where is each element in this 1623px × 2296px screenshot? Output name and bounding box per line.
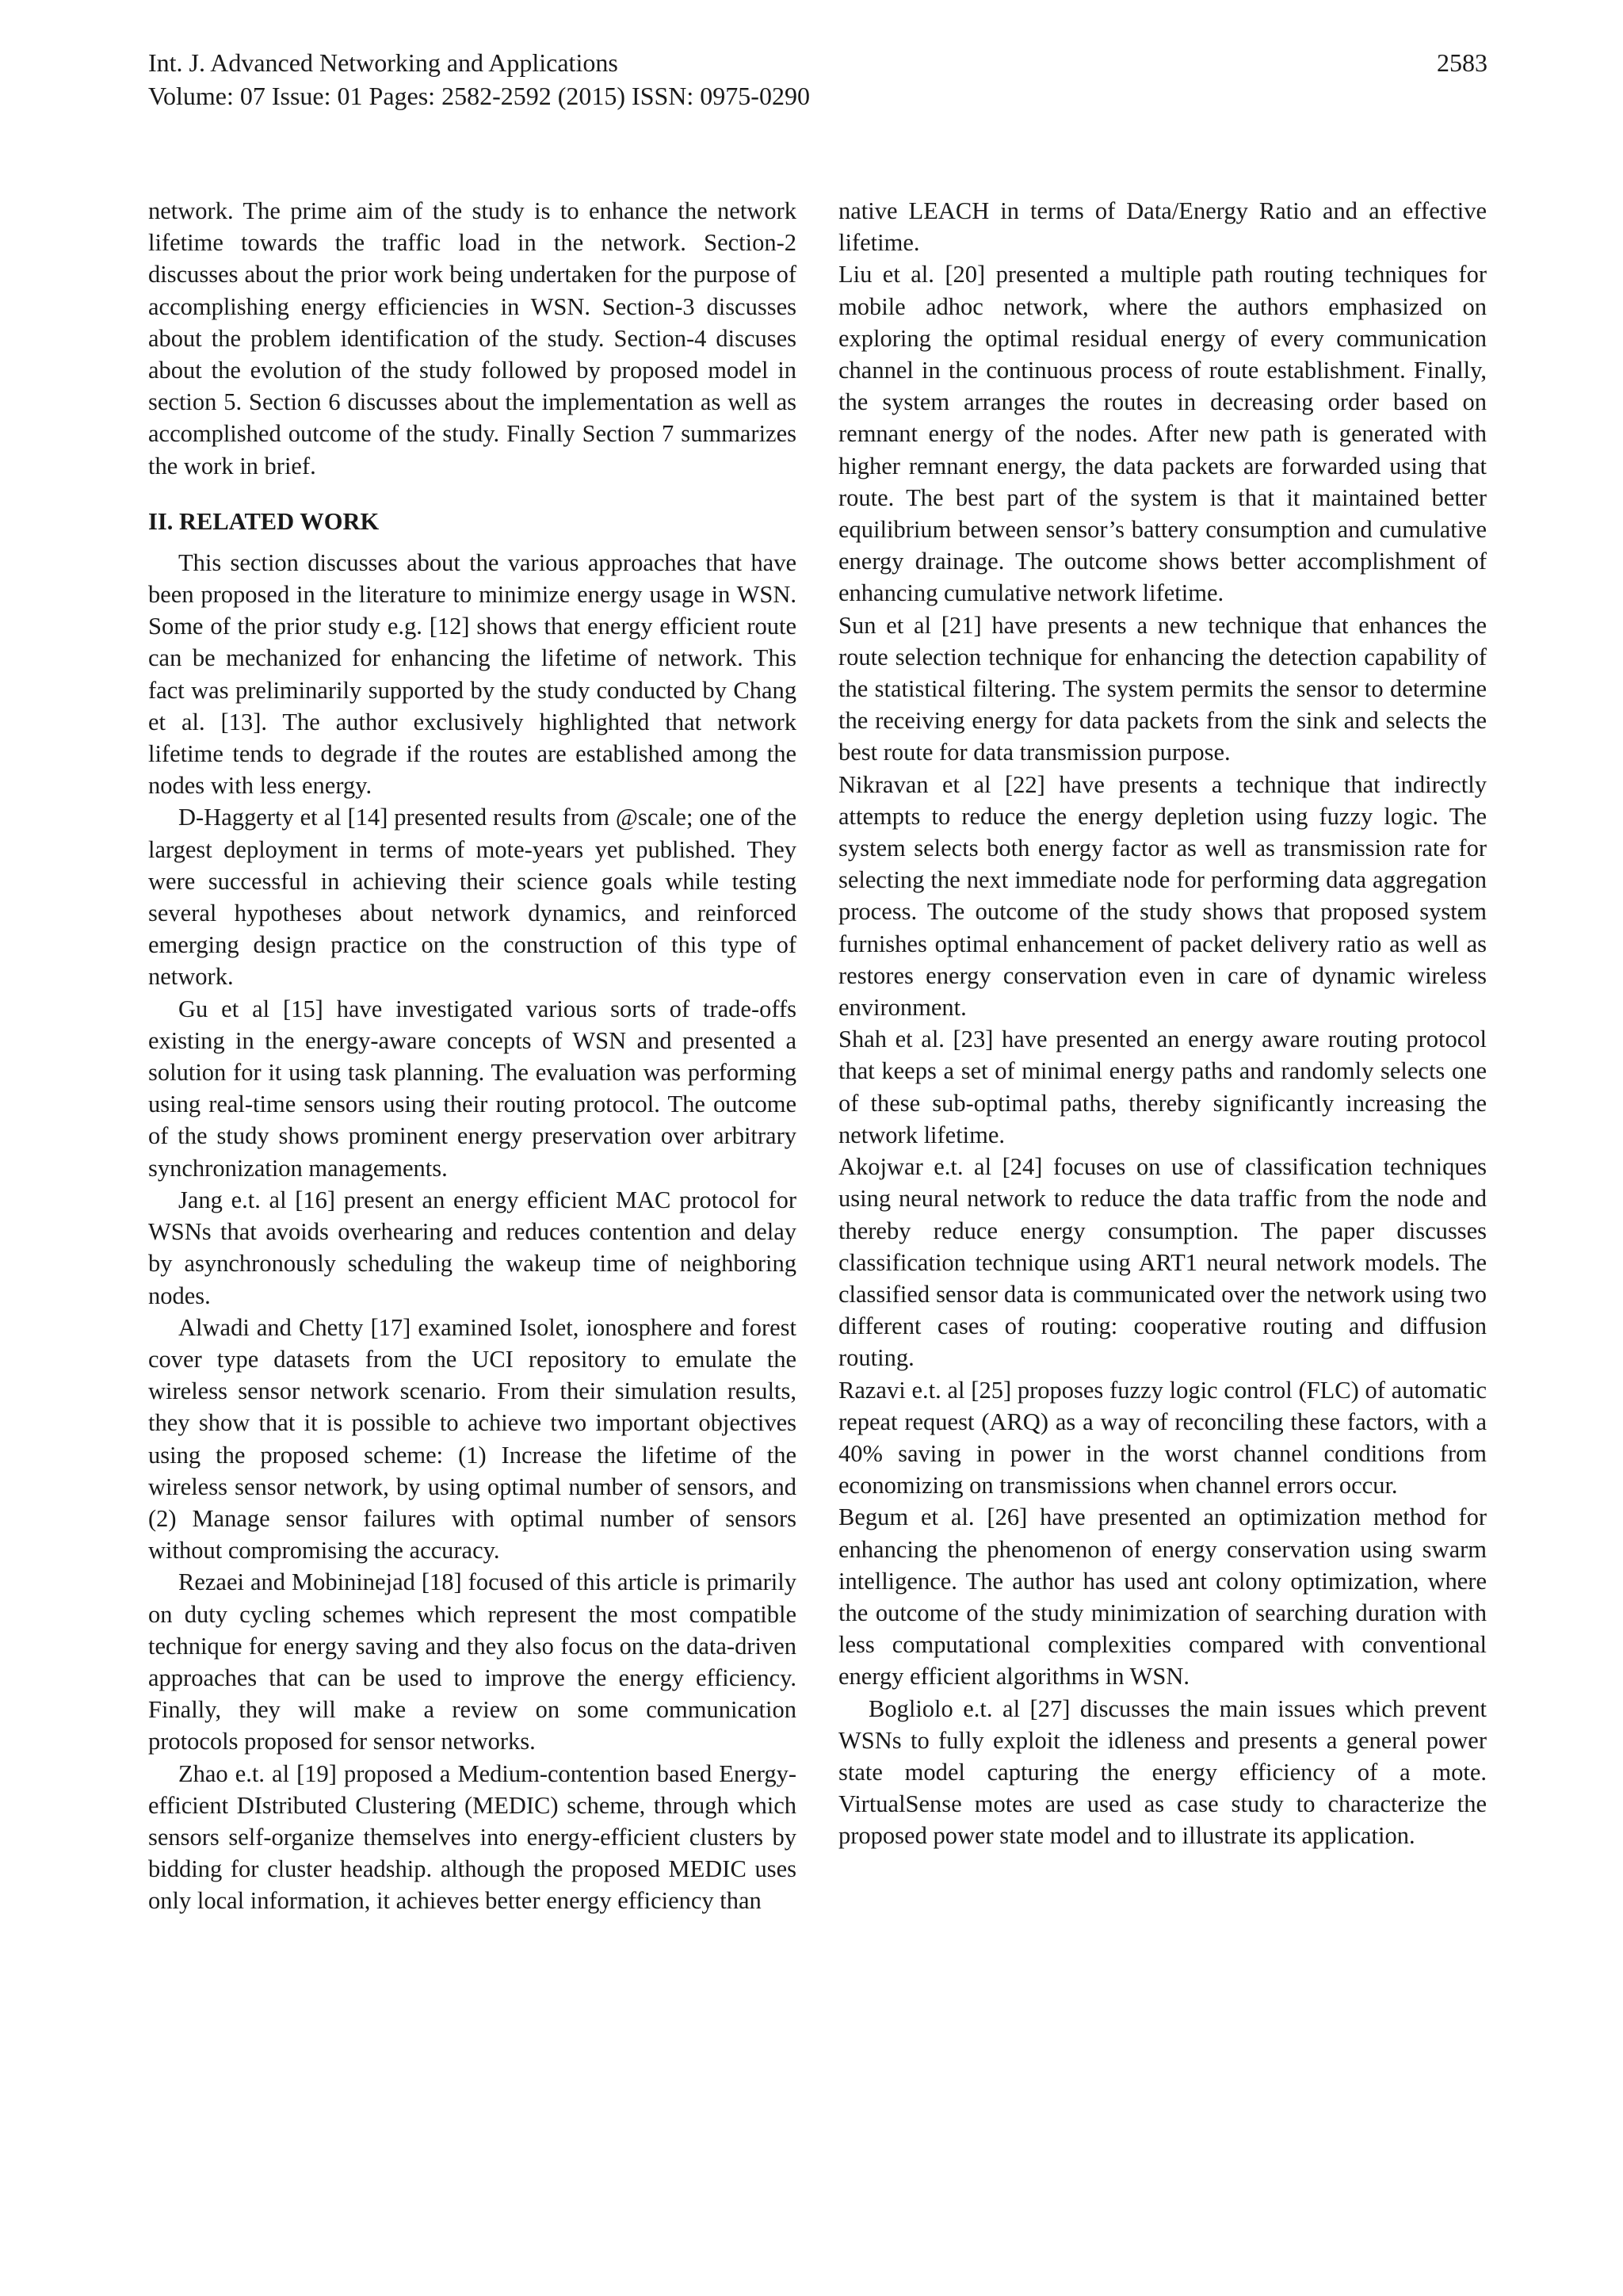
volume-info: Volume: 07 Issue: 01 Pages: 2582-2592 (2015) ISSN: 0975-0290 (148, 82, 810, 110)
paragraph-ref-16: Jang e.t. al [16] present an energy efficient MAC protocol for WSNs that avoids overhearing and reduces contention and delay by asynchronously scheduling the wakeup time of neighboring nodes. (148, 1186, 796, 1309)
page-number: 2583 (1437, 48, 1487, 77)
paragraph-ref-17: Alwadi and Chetty [17] examined Isolet, ionosphere and forest cover type datasets from the UCI repository to emulate the wireless sensor network scenario. From their simulation results, they show that it is possible to achieve two important objectives using the proposed scheme: (1) Increase the lifetime of the wireless sensor network, by using optimal number of sensors, and (2) Manage sensor failures with optimal number of sensors without compromising the accuracy. (148, 1313, 796, 1564)
running-header (148, 46, 1487, 113)
paragraph-ref-23: Shah et al. [23] have presented an energy aware routing protocol that keeps a set of minimal energy paths and randomly selects one of these sub-optimal paths, thereby significantly increasing the network lifetime. (838, 1026, 1487, 1148)
paragraph-ref-22: Nikravan et al [22] have presents a technique that indirectly attempts to reduce the energy depletion using fuzzy logic. The system selects both energy factor as well as transmission rate for selecting the next immediate node for performing data aggregation process. The outcome of the study shows that proposed system furnishes optimal enhancement of packet delivery ratio as well as restores energy conservation even in care of dynamic wireless environment. (838, 770, 1487, 1022)
paragraph-ref-27: Bogliolo e.t. al [27] discusses the main issues which prevent WSNs to fully exploit the idleness and presents a general power state model capturing the energy efficiency of a mote. VirtualSense motes are used as case study to characterize the proposed power state model and to illustrate its application. (838, 1694, 1487, 1850)
paragraph-ref-25: Razavi e.t. al [25] proposes fuzzy logic control (FLC) of automatic repeat request (ARQ) as a way of reconciling these factors, with a 40% saving in power in the worst channel conditions from economizing on transmissions when channel errors occur. (838, 1376, 1487, 1499)
paragraph-ref-20: Liu et al. [20] presented a multiple path routing techniques for mobile adhoc network, where the authors emphasized on exploring the optimal residual energy of every communication channel in the continuous process of route establishment. Finally, the system arranges the routes in decreasing order based on remnant energy of the nodes. After new path is generated with higher remnant energy, the data packets are forwarded using that route. The best part of the system is that it maintained better equilibrium between sensor’s battery consumption and cumulative energy drainage. The outcome shows better accomplishment of enhancing cumulative network lifetime. (838, 261, 1487, 607)
paragraph-continuation: native LEACH in terms of Data/Energy Ratio and an effective lifetime. (838, 197, 1487, 257)
paragraph-overview: This section discusses about the various approaches that have been proposed in the literature to minimize energy usage in WSN. Some of the prior study e.g. [12] shows that energy efficient route can be mechanized for enhancing the lifetime of network. This fact was preliminarily supported by the study conducted by Chang et al. [13]. The author exclusively highlighted that network lifetime tends to degrade if the routes are established among the nodes with less energy. (148, 548, 796, 800)
paragraph-ref-14: D-Haggerty et al [14] presented results from @scale; one of the largest deployment in terms of mote-years yet published. They were successful in achieving their science goals while testing several hypotheses about network dynamics, and reinforced emerging design practice on the construction of this type of network. (148, 804, 796, 991)
section-heading-related-work: II. RELATED WORK (148, 507, 380, 535)
paragraph-ref-21: Sun et al [21] have presents a new technique that enhances the route selection technique for enhancing the detection capability of the statistical filtering. The system permits the sensor to determine the receiving energy for data packets from the sink and selects the best route for data transmission purpose. (838, 611, 1487, 766)
paragraph-ref-26: Begum et al. [26] have presented an optimization method for enhancing the phenomenon of energy conservation using swarm intelligence. The author has used ant colony optimization, where the outcome of the study minimization of searching duration with less computational complexities compared with conventional energy efficient algorithms in WSN. (838, 1503, 1487, 1690)
left-column (148, 195, 796, 1917)
paragraph-ref-24: Akojwar e.t. al [24] focuses on use of classification techniques using neural network to reduce the data traffic from the node and thereby reduce energy consumption. The paper discusses classification technique using ART1 neural network models. The classified sensor data is communicated over the network using two different cases of routing: cooperative routing and diffusion routing. (838, 1153, 1487, 1372)
intro-paragraph: network. The prime aim of the study is to enhance the network lifetime towards the traffic load in the network. Section-2 discusses about the prior work being undertaken for the purpose of accomplishing energy efficiencies in WSN. Section-3 discusses about the problem identification of the study. Section-4 discuses about the evolution of the study followed by proposed model in section 5. Section 6 discusses about the implementation as well as accomplished outcome of the study. Finally Section 7 summarizes the work in brief. (148, 197, 796, 479)
paragraph-ref-19: Zhao e.t. al [19] proposed a Medium-contention based Energy-efficient DIstributed Clustering (MEDIC) scheme, through which sensors self-organize themselves into energy-efficient clusters by bidding for cluster headship. although the proposed MEDIC uses only local information, it achieves better energy efficiency than (148, 1759, 796, 1915)
paragraph-ref-15: Gu et al [15] have investigated various sorts of trade-offs existing in the energy-aware concepts of WSN and presented a solution for it using task planning. The evaluation was performing using real-time sensors using their routing protocol. The outcome of the study shows prominent energy preservation over arbitrary synchronization managements. (148, 995, 796, 1182)
paragraph-ref-18: Rezaei and Mobininejad [18] focused of this article is primarily on duty cycling schemes which represent the most compatible technique for energy saving and they also focus on the data-driven approaches that can be used to improve the energy efficiency. Finally, they will make a review on some communication protocols proposed for sensor networks. (148, 1568, 796, 1755)
journal-title: Int. J. Advanced Networking and Applications (148, 48, 618, 77)
right-column (838, 195, 1487, 1852)
